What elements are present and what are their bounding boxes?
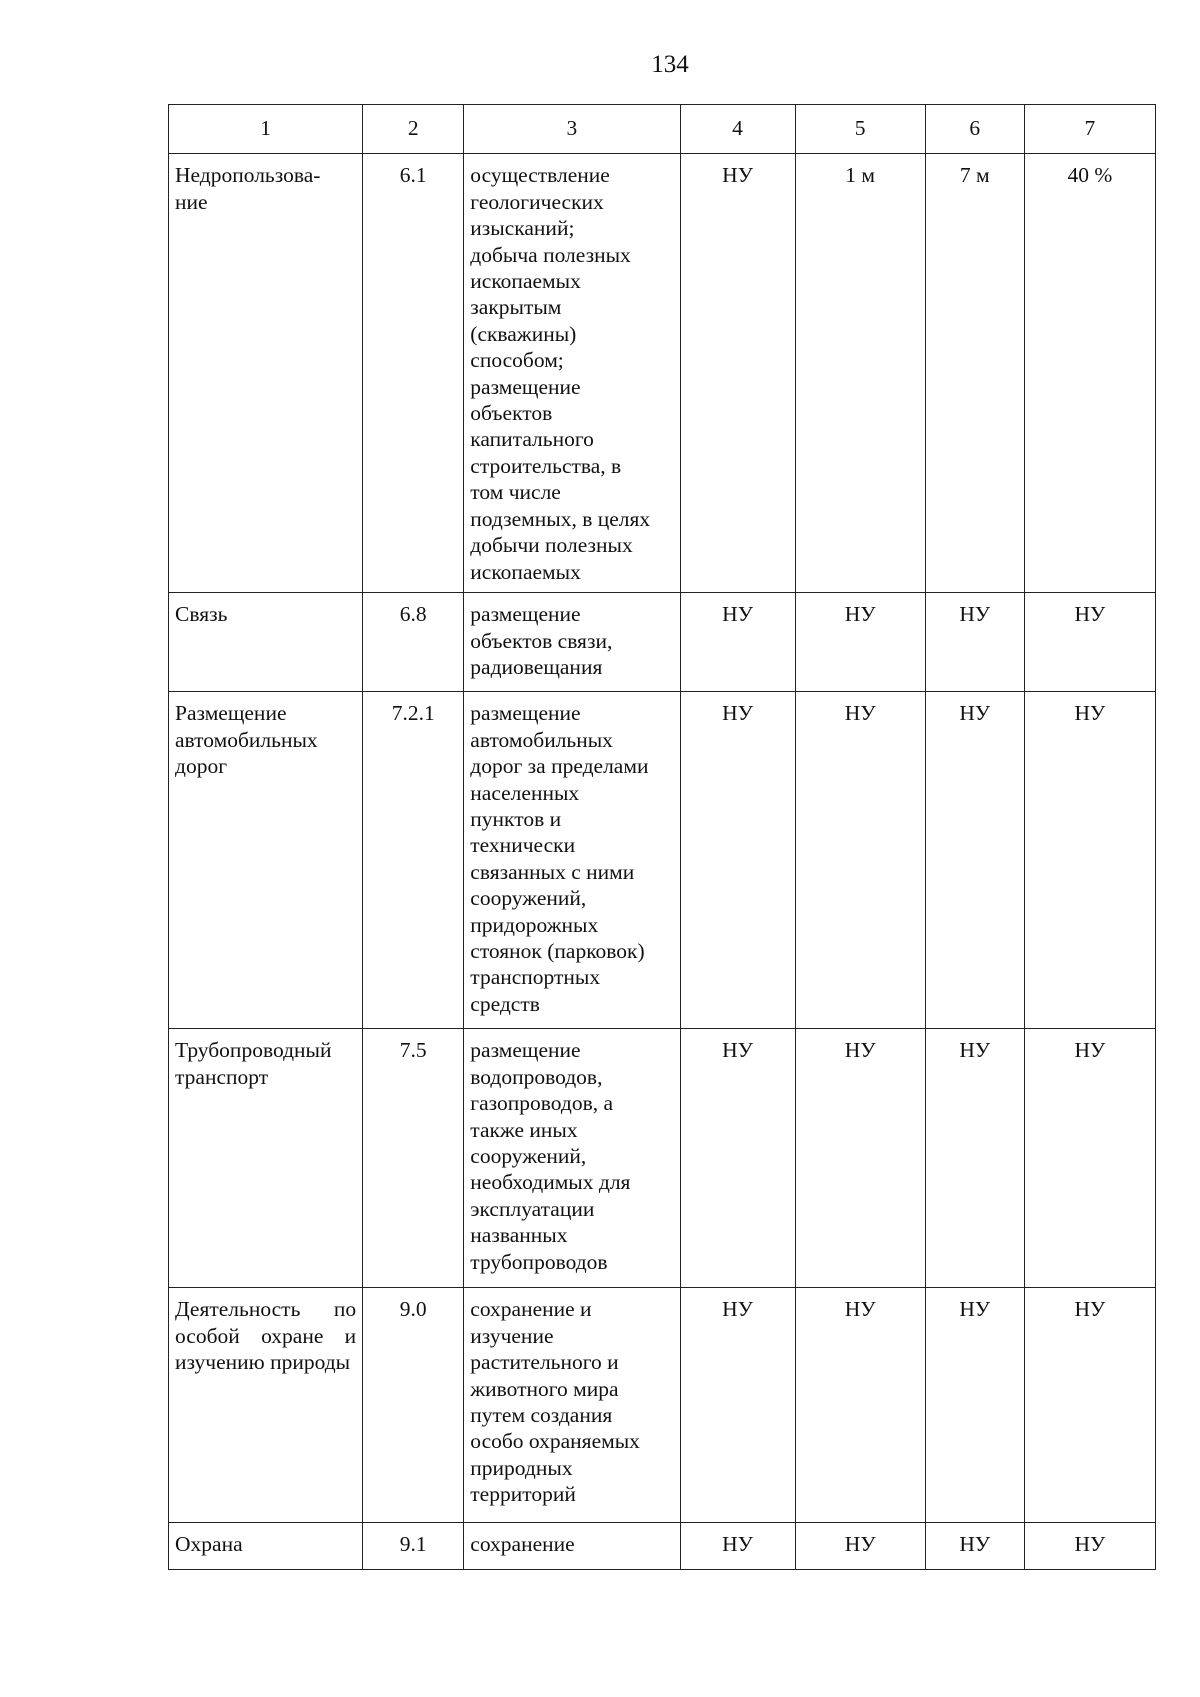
land-use-description-cell: размещение водопроводов, газопроводов, а также иных сооружений, необходимых для эксплуатации названных трубопроводов: [464, 1029, 680, 1288]
land-use-description-cell: сохранение и изучение растительного и животного мира путем создания особо охраняемых природных территорий: [464, 1288, 680, 1523]
table-row: [169, 154, 1156, 593]
land-use-description-cell: сохранение: [464, 1523, 680, 1570]
land-use-name-cell: Трубопроводный транспорт: [169, 1029, 363, 1288]
value-cell-col6: НУ: [925, 1288, 1024, 1523]
value-cell-col5: НУ: [795, 1523, 925, 1570]
header-cell-2: 2: [363, 105, 464, 154]
table-row: [169, 692, 1156, 1029]
value-cell-col6: 7 м: [925, 154, 1024, 593]
value-cell-col7: НУ: [1024, 692, 1155, 1029]
land-use-table: [168, 104, 1156, 1570]
header-cell-6: 6: [925, 105, 1024, 154]
land-use-name-cell: Деятельность по особой охране и изучению природы: [169, 1288, 363, 1523]
value-cell-col6: НУ: [925, 593, 1024, 692]
land-use-name-cell: Охрана: [169, 1523, 363, 1570]
land-use-code-cell: 6.1: [363, 154, 464, 593]
land-use-code-cell: 9.1: [363, 1523, 464, 1570]
land-use-code-cell: 7.5: [363, 1029, 464, 1288]
value-cell-col4: НУ: [680, 1523, 795, 1570]
value-cell-col7: НУ: [1024, 1029, 1155, 1288]
value-cell-col5: НУ: [795, 1029, 925, 1288]
value-cell-col5: НУ: [795, 692, 925, 1029]
value-cell-col7: НУ: [1024, 1523, 1155, 1570]
value-cell-col4: НУ: [680, 1029, 795, 1288]
table-row: [169, 1288, 1156, 1523]
value-cell-col7: 40 %: [1024, 154, 1155, 593]
land-use-description-cell: осуществление геологических изысканий; добыча полезных ископаемых закрытым (скважины) способом; размещение объектов капитального строительства, в том числе подземных, в целях добычи полезных ископаемых: [464, 154, 680, 593]
page-number: 134: [651, 51, 689, 78]
value-cell-col5: НУ: [795, 1288, 925, 1523]
value-cell-col6: НУ: [925, 1523, 1024, 1570]
land-use-description-cell: размещение объектов связи, радиовещания: [464, 593, 680, 692]
land-use-name-cell: Недропользова- ние: [169, 154, 363, 593]
land-use-code-cell: 9.0: [363, 1288, 464, 1523]
value-cell-col5: НУ: [795, 593, 925, 692]
land-use-name-cell: Связь: [169, 593, 363, 692]
value-cell-col7: НУ: [1024, 593, 1155, 692]
value-cell-col6: НУ: [925, 1029, 1024, 1288]
table-row: [169, 1523, 1156, 1570]
table-row: [169, 593, 1156, 692]
value-cell-col5: 1 м: [795, 154, 925, 593]
table-row: [169, 1029, 1156, 1288]
value-cell-col7: НУ: [1024, 1288, 1155, 1523]
header-cell-3: 3: [464, 105, 680, 154]
value-cell-col4: НУ: [680, 692, 795, 1029]
value-cell-col4: НУ: [680, 154, 795, 593]
land-use-description-cell: размещение автомобильных дорог за пределами населенных пунктов и технически связанных с ними сооружений, придорожных стоянок (парковок) транспортных средств: [464, 692, 680, 1029]
value-cell-col4: НУ: [680, 593, 795, 692]
land-use-code-cell: 7.2.1: [363, 692, 464, 1029]
header-cell-4: 4: [680, 105, 795, 154]
land-use-code-cell: 6.8: [363, 593, 464, 692]
value-cell-col6: НУ: [925, 692, 1024, 1029]
header-cell-7: 7: [1024, 105, 1155, 154]
header-cell-5: 5: [795, 105, 925, 154]
land-use-name-cell: Размещение автомобильных дорог: [169, 692, 363, 1029]
value-cell-col4: НУ: [680, 1288, 795, 1523]
header-cell-1: 1: [169, 105, 363, 154]
table-header-row: [169, 105, 1156, 154]
